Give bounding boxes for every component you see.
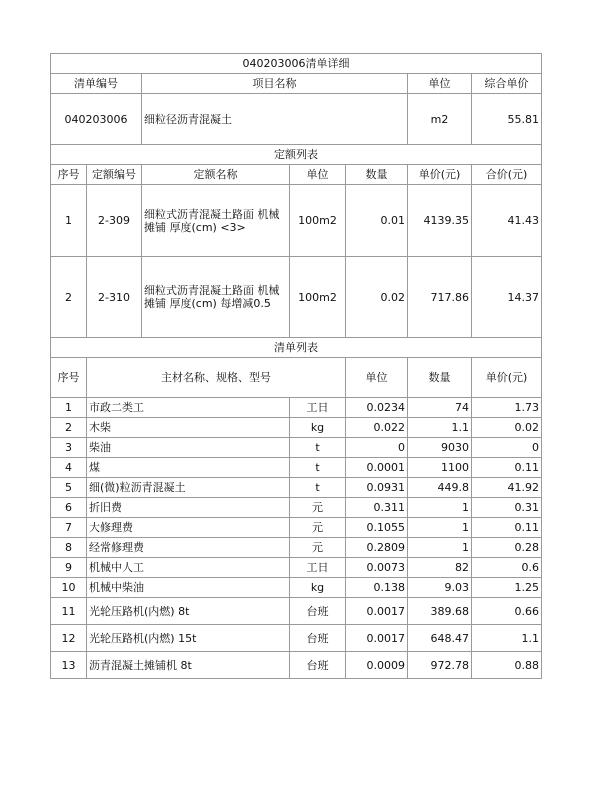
material-qty: 0.138 [346, 578, 408, 598]
quota-unit: 100m2 [290, 185, 346, 257]
material-no: 6 [51, 498, 87, 518]
material-no: 5 [51, 478, 87, 498]
material-price: 9.03 [408, 578, 472, 598]
material-qty: 0.0017 [346, 598, 408, 625]
material-section-title: 清单列表 [51, 338, 542, 358]
material-qty: 0.0234 [346, 398, 408, 418]
material-unit: 元 [290, 538, 346, 558]
material-row [51, 558, 542, 578]
material-no: 4 [51, 458, 87, 478]
material-qty: 0.311 [346, 498, 408, 518]
material-name: 细(微)粒沥青混凝土 [87, 478, 290, 498]
material-no: 9 [51, 558, 87, 578]
quota-col-total: 合价(元) [472, 165, 542, 185]
material-row [51, 578, 542, 598]
material-price: 74 [408, 398, 472, 418]
material-row [51, 598, 542, 625]
material-row [51, 625, 542, 652]
material-name: 木柴 [87, 418, 290, 438]
quota-col-code: 定额编号 [87, 165, 142, 185]
quota-price: 4139.35 [408, 185, 472, 257]
material-unit: 元 [290, 518, 346, 538]
material-price: 9030 [408, 438, 472, 458]
quota-total: 14.37 [472, 257, 542, 338]
material-total: 0.66 [472, 598, 542, 625]
material-unit: 台班 [290, 652, 346, 679]
material-price: 1 [408, 538, 472, 558]
material-qty: 0.0001 [346, 458, 408, 478]
quota-col-qty: 数量 [346, 165, 408, 185]
material-row [51, 478, 542, 498]
material-qty: 0.0009 [346, 652, 408, 679]
item-price: 55.81 [472, 94, 542, 145]
material-qty: 0.0073 [346, 558, 408, 578]
material-no: 10 [51, 578, 87, 598]
bill-detail-table [50, 53, 542, 679]
quota-col-name: 定额名称 [142, 165, 290, 185]
material-price: 1 [408, 518, 472, 538]
material-row [51, 438, 542, 458]
material-total: 0.02 [472, 418, 542, 438]
item-code: 040203006 [51, 94, 142, 145]
material-col-qty: 数量 [408, 358, 472, 398]
material-total: 0.6 [472, 558, 542, 578]
quota-qty: 0.02 [346, 257, 408, 338]
material-name: 柴油 [87, 438, 290, 458]
material-rows [51, 398, 542, 679]
quota-total: 41.43 [472, 185, 542, 257]
material-total: 0.11 [472, 518, 542, 538]
material-name: 大修理费 [87, 518, 290, 538]
material-no: 7 [51, 518, 87, 538]
material-unit: t [290, 458, 346, 478]
item-price-header: 综合单价 [472, 74, 542, 94]
material-row [51, 652, 542, 679]
material-total: 0 [472, 438, 542, 458]
material-col-price: 单价(元) [472, 358, 542, 398]
material-col-unit: 单位 [346, 358, 408, 398]
quota-name: 细粒式沥青混凝土路面 机械摊铺 厚度(cm) 每增减0.5 [142, 257, 290, 338]
material-total: 0.31 [472, 498, 542, 518]
material-name: 光轮压路机(内燃) 8t [87, 598, 290, 625]
material-name: 煤 [87, 458, 290, 478]
material-unit: 台班 [290, 598, 346, 625]
quota-code: 2-309 [87, 185, 142, 257]
material-name: 机械中人工 [87, 558, 290, 578]
item-name-header: 项目名称 [142, 74, 408, 94]
quota-row [51, 257, 542, 338]
material-price: 389.68 [408, 598, 472, 625]
material-name: 光轮压路机(内燃) 15t [87, 625, 290, 652]
item-header-row [51, 74, 542, 94]
quota-name: 细粒式沥青混凝土路面 机械摊铺 厚度(cm) <3> [142, 185, 290, 257]
item-row [51, 94, 542, 145]
quota-unit: 100m2 [290, 257, 346, 338]
material-no: 13 [51, 652, 87, 679]
material-row [51, 458, 542, 478]
material-no: 2 [51, 418, 87, 438]
quota-no: 2 [51, 257, 87, 338]
material-price: 1100 [408, 458, 472, 478]
material-total: 1.1 [472, 625, 542, 652]
document-title: 040203006清单详细 [51, 54, 542, 74]
quota-header-row [51, 165, 542, 185]
item-unit: m2 [408, 94, 472, 145]
material-no: 11 [51, 598, 87, 625]
material-qty: 0.1055 [346, 518, 408, 538]
material-no: 3 [51, 438, 87, 458]
material-qty: 0.2809 [346, 538, 408, 558]
material-qty: 0.022 [346, 418, 408, 438]
material-name: 市政二类工 [87, 398, 290, 418]
material-price: 648.47 [408, 625, 472, 652]
material-no: 12 [51, 625, 87, 652]
material-row [51, 418, 542, 438]
material-header-row [51, 358, 542, 398]
material-col-name: 主材名称、规格、型号 [87, 358, 346, 398]
material-total: 1.73 [472, 398, 542, 418]
material-total: 41.92 [472, 478, 542, 498]
material-price: 449.8 [408, 478, 472, 498]
quota-col-no: 序号 [51, 165, 87, 185]
material-name: 沥青混凝土摊铺机 8t [87, 652, 290, 679]
material-total: 0.28 [472, 538, 542, 558]
material-total: 0.88 [472, 652, 542, 679]
quota-qty: 0.01 [346, 185, 408, 257]
material-unit: t [290, 438, 346, 458]
quota-code: 2-310 [87, 257, 142, 338]
quota-price: 717.86 [408, 257, 472, 338]
material-qty: 0.0931 [346, 478, 408, 498]
material-no: 1 [51, 398, 87, 418]
material-qty: 0 [346, 438, 408, 458]
material-price: 972.78 [408, 652, 472, 679]
quota-no: 1 [51, 185, 87, 257]
material-unit: 工日 [290, 558, 346, 578]
item-code-header: 清单编号 [51, 74, 142, 94]
material-total: 1.25 [472, 578, 542, 598]
material-total: 0.11 [472, 458, 542, 478]
quota-row [51, 185, 542, 257]
material-row [51, 498, 542, 518]
material-no: 8 [51, 538, 87, 558]
material-unit: kg [290, 578, 346, 598]
material-row [51, 398, 542, 418]
material-col-no: 序号 [51, 358, 87, 398]
material-name: 机械中柴油 [87, 578, 290, 598]
material-qty: 0.0017 [346, 625, 408, 652]
material-price: 82 [408, 558, 472, 578]
item-unit-header: 单位 [408, 74, 472, 94]
quota-section-title: 定额列表 [51, 145, 542, 165]
material-unit: 台班 [290, 625, 346, 652]
item-name: 细粒径沥青混凝土 [142, 94, 408, 145]
material-row [51, 538, 542, 558]
quota-col-unit: 单位 [290, 165, 346, 185]
material-price: 1.1 [408, 418, 472, 438]
material-unit: 元 [290, 498, 346, 518]
material-unit: 工日 [290, 398, 346, 418]
material-row [51, 518, 542, 538]
material-price: 1 [408, 498, 472, 518]
material-unit: kg [290, 418, 346, 438]
material-unit: t [290, 478, 346, 498]
material-name: 经常修理费 [87, 538, 290, 558]
quota-col-price: 单价(元) [408, 165, 472, 185]
material-name: 折旧费 [87, 498, 290, 518]
